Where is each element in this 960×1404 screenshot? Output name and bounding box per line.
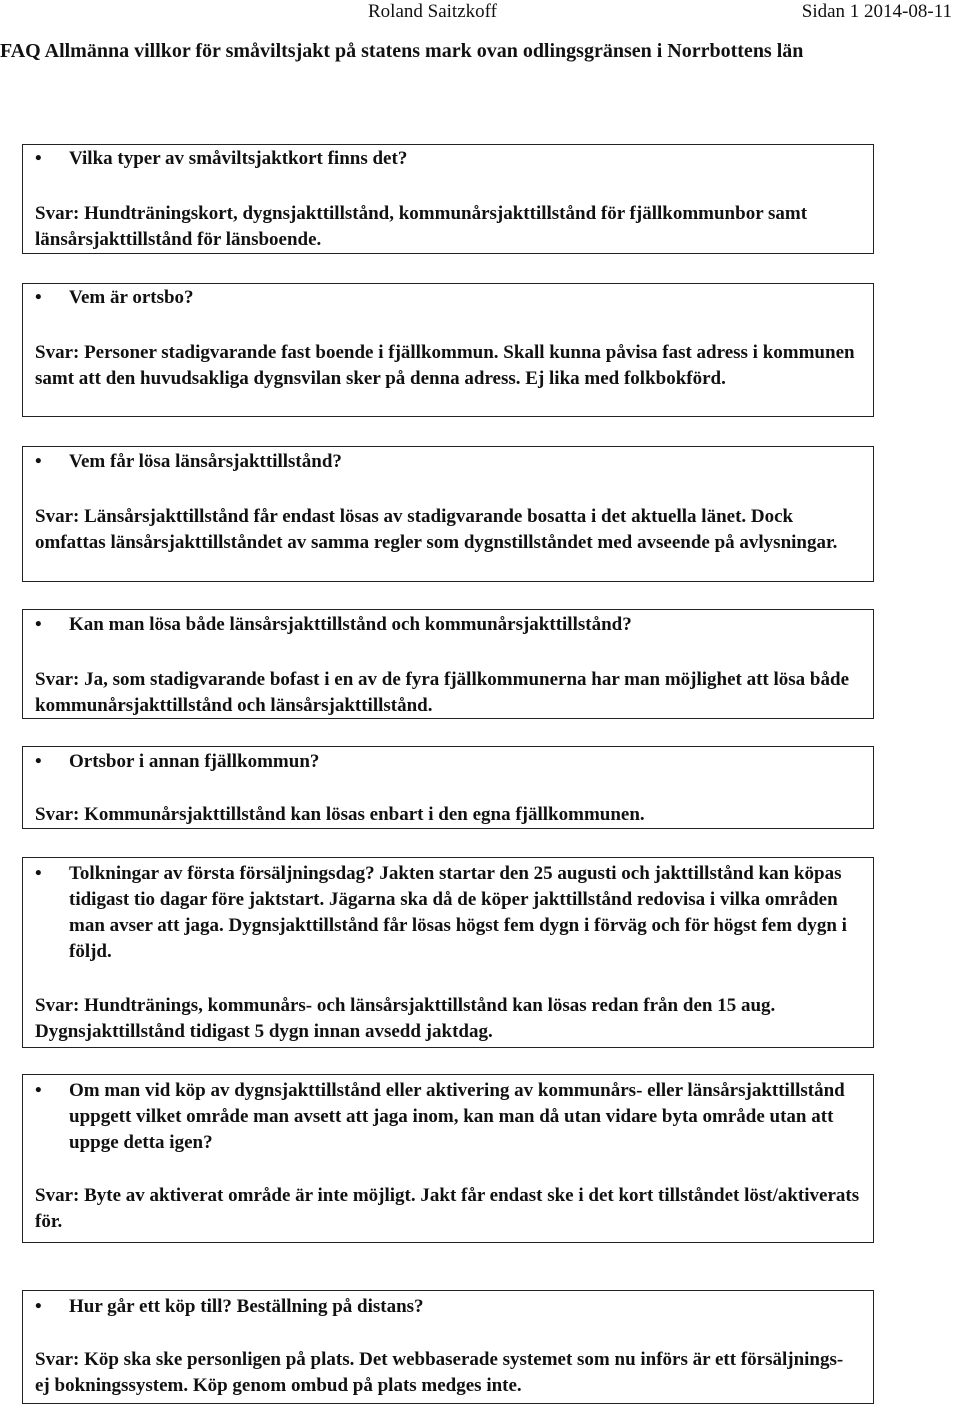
faq-item (22, 746, 874, 829)
question-text: Ortsbor i annan fjällkommun? (69, 751, 320, 772)
bullet-icon: • (35, 148, 42, 169)
faq-answer: Svar: Kommunårsjakttillstånd kan lösas enbart i den egna fjällkommunen. (35, 804, 645, 825)
faq-question (35, 285, 861, 311)
question-text: Kan man lösa både länsårsjakttillstånd och kommunårsjakttillstånd? (69, 614, 632, 635)
document-title: FAQ Allmänna villkor för småviltsjakt på statens mark ovan odlingsgränsen i Norrbottens län (0, 40, 804, 62)
question-text: Vilka typer av småviltsjaktkort finns det? (69, 148, 408, 169)
faq-item (22, 283, 874, 417)
faq-answer: Svar: Hundtränings, kommunårs- och länsårsjakttillstånd kan lösas redan från den 15 aug. Dygnsjakttillstånd tidigast 5 dygn innan avsedd jaktdag. (35, 995, 776, 1042)
faq-item (22, 144, 874, 254)
faq-question (35, 1078, 861, 1156)
faq-question (35, 146, 861, 172)
faq-answer: Svar: Ja, som stadigvarande bofast i en av de fyra fjällkommunerna har man möjlighet att lösa både kommunårsjakttillstånd och länsårsjakttillstånd. (35, 669, 850, 716)
faq-answer: Svar: Personer stadigvarande fast boende i fjällkommun. Skall kunna påvisa fast adress i kommunen samt att den huvudsakliga dygnsvilan sker på denna adress. Ej lika med folkbokförd. (35, 342, 855, 389)
faq-answer: Svar: Länsårsjakttillstånd får endast lösas av stadigvarande bosatta i det aktuella länet. Dock omfattas länsårsjakttillståndet av samma regler som dygnstillståndet med avseende på avlysningar. (35, 506, 838, 553)
faq-question (35, 612, 861, 638)
bullet-icon: • (35, 451, 42, 472)
question-text: Vem är ortsbo? (69, 287, 194, 308)
page-header (0, 0, 960, 30)
faq-item (22, 446, 874, 582)
faq-item (22, 857, 874, 1048)
faq-question (35, 861, 861, 965)
question-text: Tolkningar av första försäljningsdag? Jakten startar den 25 augusti och jakttillstånd kan köpas tidigast tio dagar före jaktstart. Jägarna ska då de köper jakttillstånd redovisa i vilka områden man avser att jaga. Dygnsjakttillstånd får lösas högst fem dygn i förväg och för högst fem dygn i följd. (69, 863, 847, 962)
author-name: Roland Saitzkoff (368, 1, 497, 22)
question-text: Hur går ett köp till? Beställning på distans? (69, 1296, 424, 1317)
bullet-icon: • (35, 751, 42, 772)
bullet-icon: • (35, 287, 42, 308)
faq-item (22, 1074, 874, 1243)
faq-item (22, 1290, 874, 1404)
faq-answer: Svar: Byte av aktiverat område är inte möjligt. Jakt får endast ske i det kort tillståndet löst/aktiverats för. (35, 1185, 860, 1232)
question-text: Vem får lösa länsårsjakttillstånd? (69, 451, 342, 472)
bullet-icon: • (35, 1080, 42, 1101)
faq-answer: Svar: Hundträningskort, dygnsjakttillstånd, kommunårsjakttillstånd för fjällkommunbor samt länsårsjakttillstånd för länsboende. (35, 203, 808, 250)
faq-question (35, 749, 861, 775)
bullet-icon: • (35, 1296, 42, 1317)
page-info: Sidan 1 2014-08-11 (801, 1, 952, 22)
faq-item (22, 609, 874, 719)
question-text: Om man vid köp av dygnsjakttillstånd eller aktivering av kommunårs- eller länsårsjakttillstånd uppgett vilket område man avsett att jaga inom, kan man då utan vidare byta område utan att uppge detta igen? (69, 1080, 845, 1153)
bullet-icon: • (35, 863, 42, 884)
bullet-icon: • (35, 614, 42, 635)
faq-question (35, 449, 861, 475)
faq-answer: Svar: Köp ska ske personligen på plats. Det webbaserade systemet som nu införs är ett försäljnings- ej bokningssystem. Köp genom ombud på plats medges inte. (35, 1349, 844, 1396)
faq-question (35, 1294, 861, 1320)
